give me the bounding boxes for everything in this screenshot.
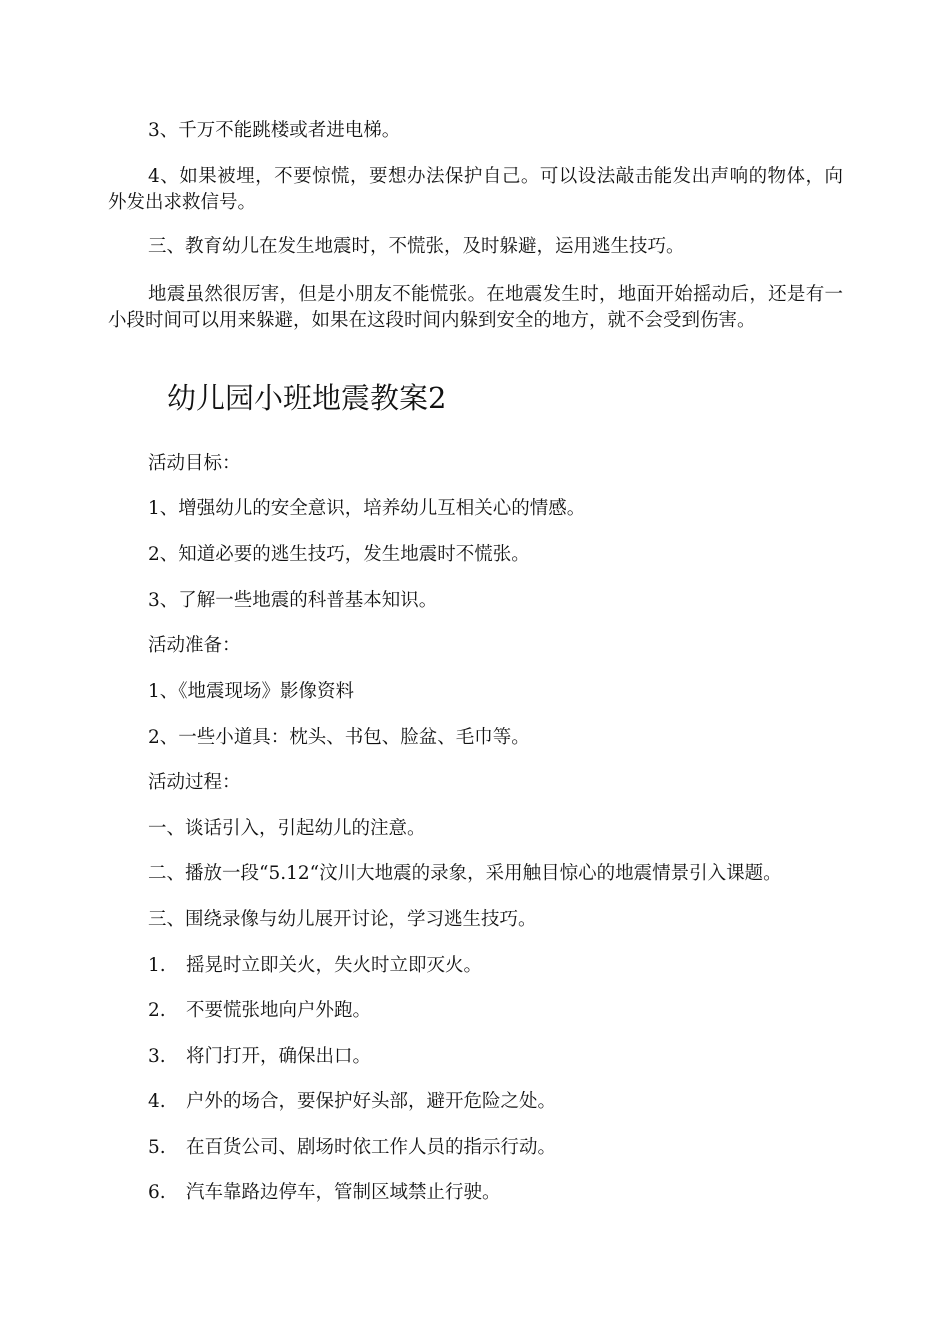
tip-number-4: 4. [148,1091,166,1112]
tip-text-6: 汽车靠路边停车，管制区域禁止行驶。 [186,1182,501,1203]
tip-text-5: 在百货公司、剧场时依工作人员的指示行动。 [186,1137,557,1158]
tip-text-3: 将门打开，确保出口。 [186,1046,372,1067]
tip-text-1: 摇晃时立即关火，失火时立即灭火。 [186,955,483,976]
process-item-2: 二、播放一段“5.12“汶川大地震的录象，采用触目惊心的地震情景引入课题。 [148,863,782,884]
section-title: 幼儿园小班地震教案2 [167,381,447,415]
prep-item-2: 2、一些小道具：枕头、书包、脸盆、毛巾等。 [148,727,530,748]
prep-label: 活动准备： [148,635,241,656]
goal-item-3: 3、了解一些地震的科普基本知识。 [148,590,438,611]
paragraph-item-3: 3、千万不能跳楼或者进电梯。 [148,120,401,141]
tip-number-3: 3. [148,1046,166,1067]
tip-number-5: 5. [148,1137,166,1158]
goal-item-2: 2、知道必要的逃生技巧，发生地震时不慌张。 [148,544,530,565]
prep-item-1: 1、《地震现场》影像资料 [148,681,355,702]
paragraph-section-three: 三、教育幼儿在发生地震时，不慌张，及时躲避，运用逃生技巧。 [148,236,685,257]
tip-number-2: 2. [148,1000,166,1021]
paragraph-item-4: 4、如果被埋，不要惊慌，要想办法保护自己。可以设法敲击能发出声响的物体，向外发出求救信号。 [108,166,843,213]
tip-text-2: 不要慌张地向户外跑。 [186,1000,372,1021]
tip-number-6: 6. [148,1182,166,1203]
tip-number-1: 1. [148,955,166,976]
goals-label: 活动目标： [148,453,241,474]
process-label: 活动过程： [148,772,241,793]
goal-item-1: 1、增强幼儿的安全意识，培养幼儿互相关心的情感。 [148,498,586,519]
tip-text-4: 户外的场合，要保护好头部，避开危险之处。 [186,1091,557,1112]
process-item-1: 一、谈话引入，引起幼儿的注意。 [148,818,426,839]
paragraph-summary: 地震虽然很厉害，但是小朋友不能慌张。在地震发生时，地面开始摇动后，还是有一小段时间可以用来躲避，如果在这段时间内躲到安全的地方，就不会受到伤害。 [108,284,843,331]
process-item-3: 三、围绕录像与幼儿展开讨论，学习逃生技巧。 [148,909,537,930]
